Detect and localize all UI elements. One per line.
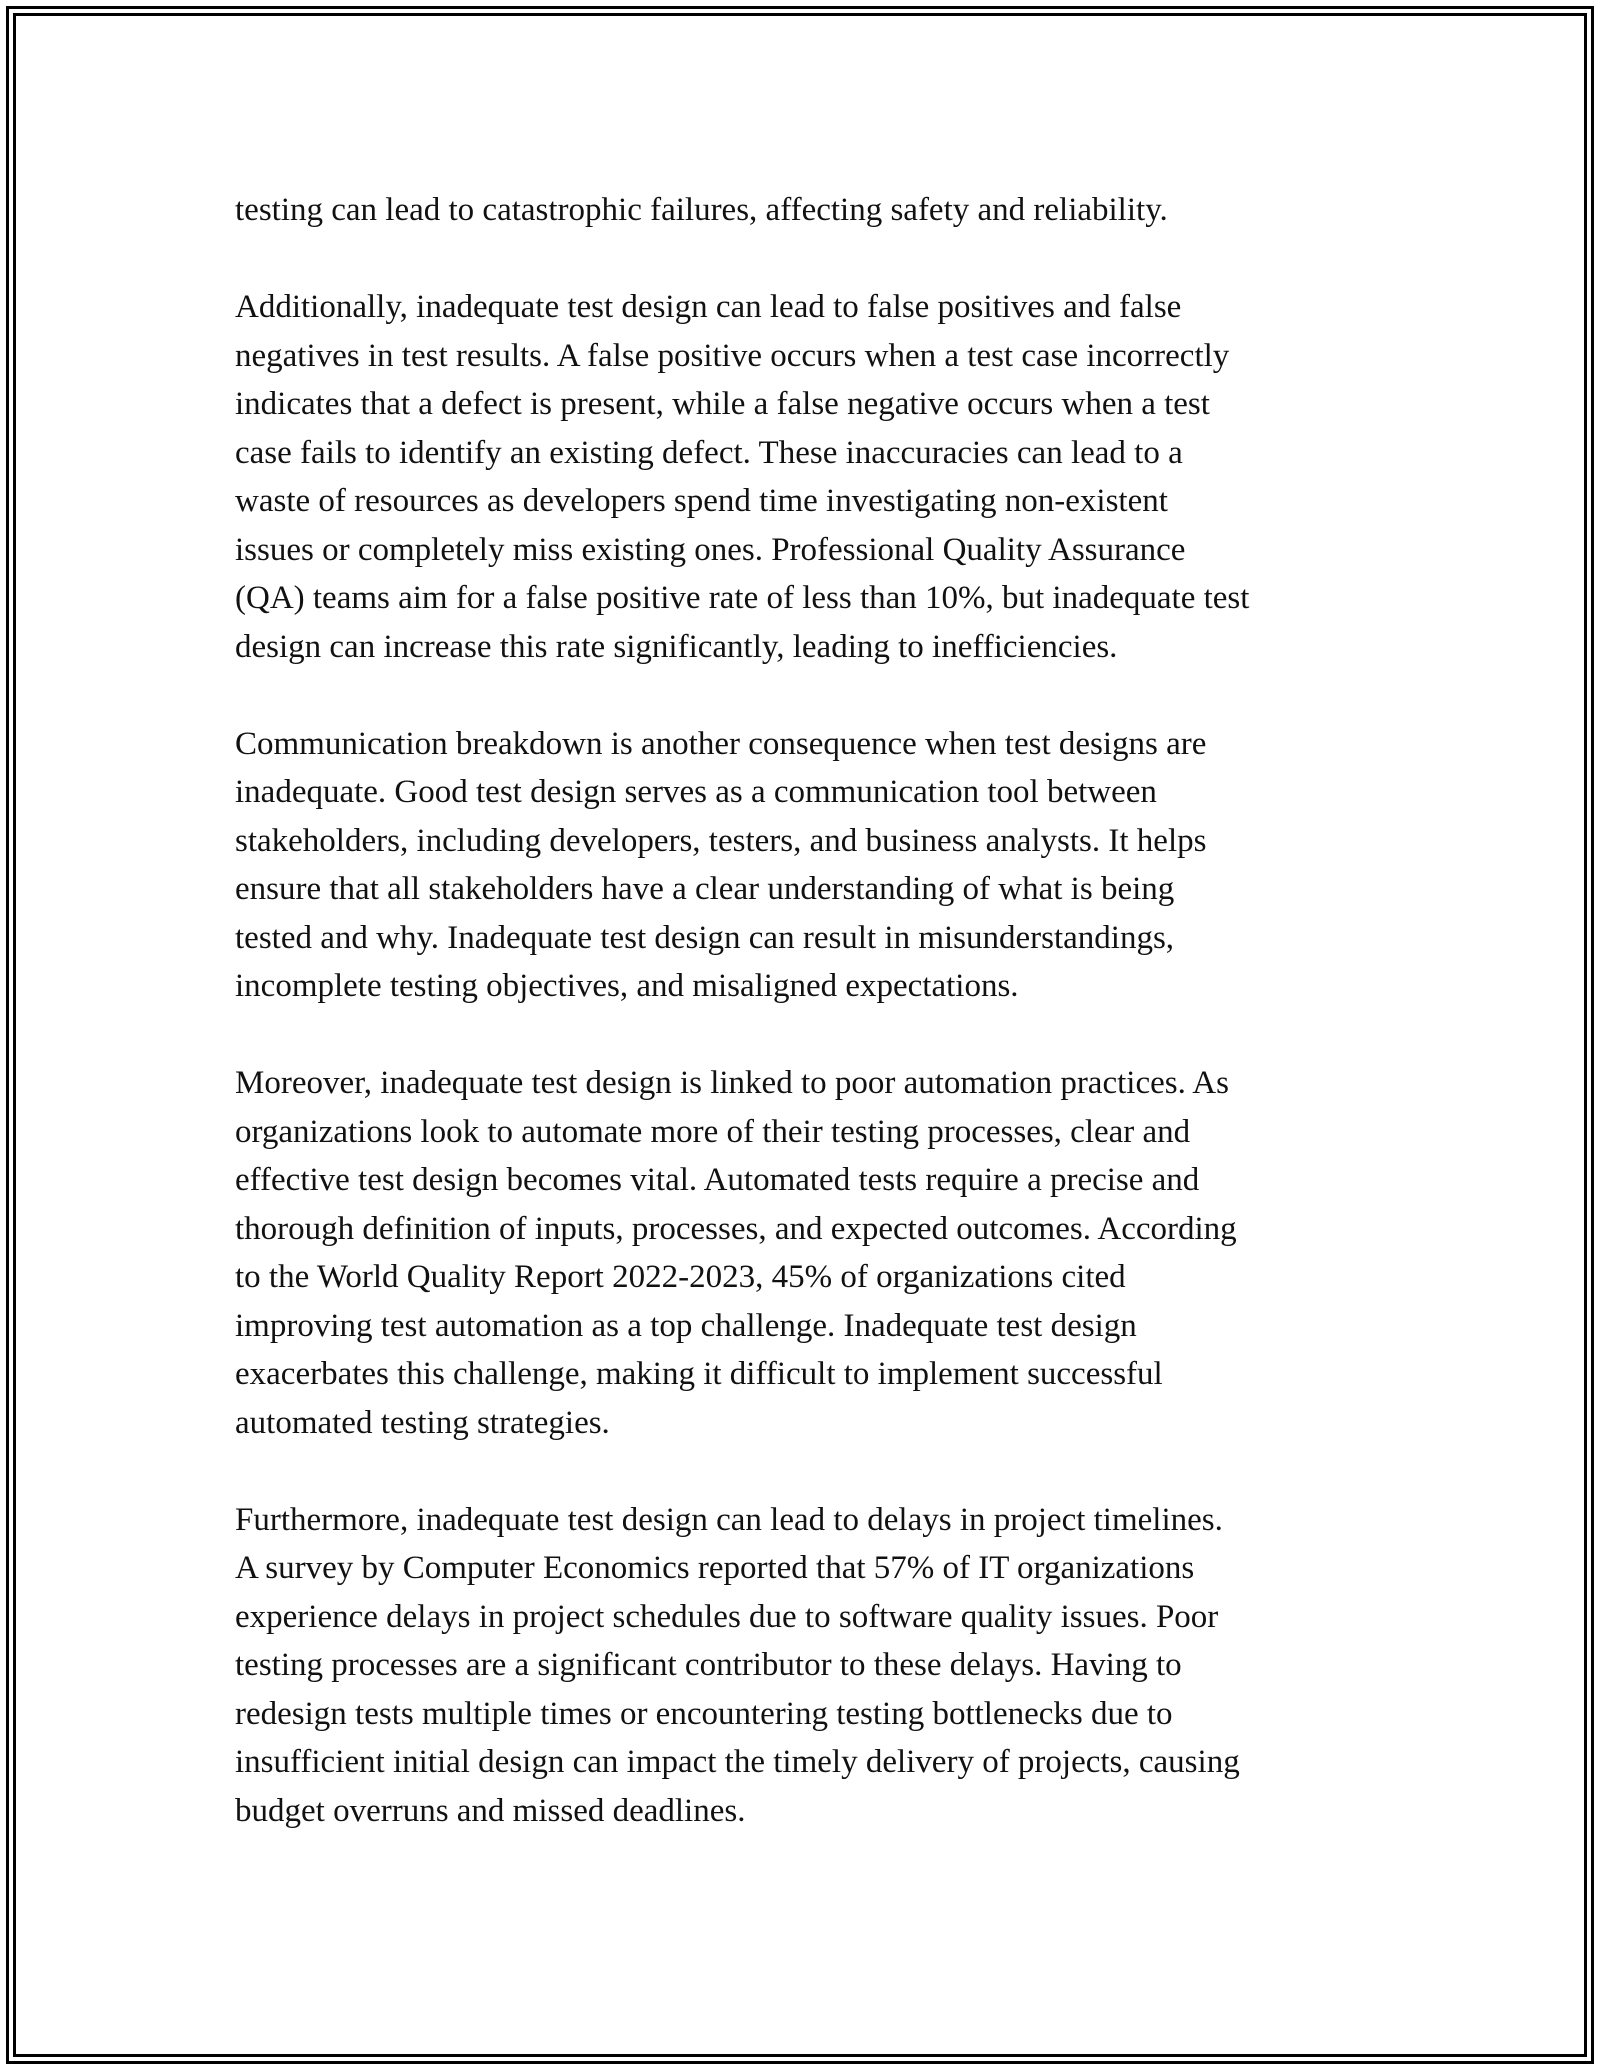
paragraph-project-delays: Furthermore, inadequate test design can lead to delays in project timelines. A survey by Computer Economics reported that 57% of IT organizations experience delays in project schedules due to software quality issues. Poor testing processes are a significant contributor to these delays. Having to redesign tests multiple times or encountering testing bottlenecks due to insufficient initial design can impact the timely delivery of projects, causing budget overruns and missed deadlines. — [235, 1501, 1240, 1829]
paragraph-false-positives: Additionally, inadequate test design can lead to false positives and false negatives in test results. A false positive occurs when a test case incorrectly indicates that a defect is present, while a false negative occurs when a test case fails to identify an existing defect. These inaccuracies can lead to a waste of resources as developers spend time investigating non-existent issues or completely miss existing ones. Professional Quality Assurance (QA) teams aim for a false positive rate of less than 10%, but inadequate test design can increase this rate significantly, leading to inefficiencies. — [235, 289, 1250, 665]
paragraph-automation-practices: Moreover, inadequate test design is linked to poor automation practices. As organizations look to automate more of their testing processes, clear and effective test design becomes vital. Automated tests require a precise and thorough definition of inputs, processes, and expected outcomes. According to the World Quality Report 2022-2023, 45% of organizations cited improving test automation as a top challenge. Inadequate test design exacerbates this challenge, making it difficult to implement successful automated testing strategies. — [235, 1065, 1237, 1441]
paragraph-continuation: testing can lead to catastrophic failures, affecting safety and reliability. — [235, 192, 1168, 228]
document-body — [235, 186, 1375, 1884]
paragraph-communication-breakdown: Communication breakdown is another consequence when test designs are inadequate. Good test design serves as a communication tool between stakeholders, including developers, testers, and business analysts. It helps ensure that all stakeholders have a clear understanding of what is being tested and why. Inadequate test design can result in misunderstandings, incomplete testing objectives, and misaligned expectations. — [235, 725, 1207, 1004]
